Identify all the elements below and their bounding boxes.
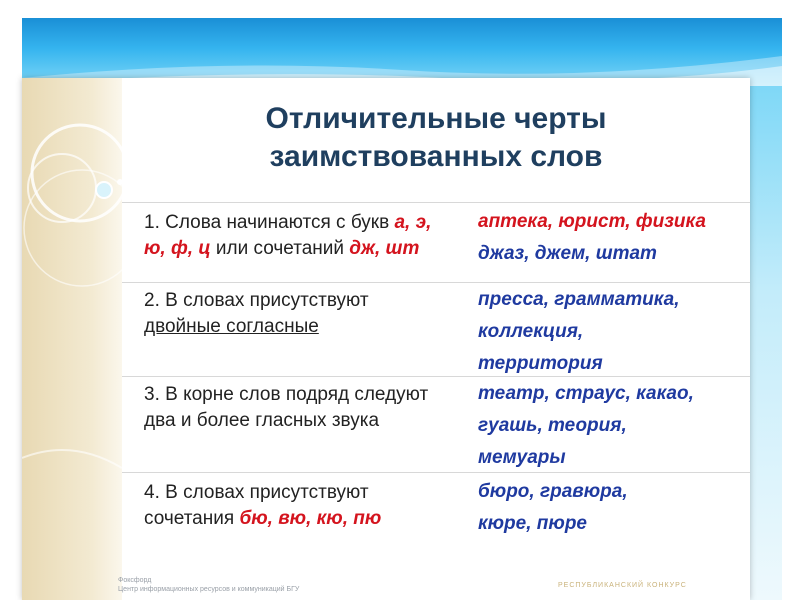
divider xyxy=(122,472,750,473)
example-line: территория xyxy=(478,353,603,374)
row-examples xyxy=(478,476,748,540)
condition-text: 4. В словах присутствуют xyxy=(144,482,369,503)
footer-left-text: Фоксфорд Центр информационных ресурсов и коммуникаций БГУ xyxy=(118,577,300,593)
divider xyxy=(122,376,750,377)
example-line: кюре, пюре xyxy=(478,513,587,534)
right-decoration-strip xyxy=(750,86,782,600)
slide-title xyxy=(122,100,750,176)
example-line: гуашь, теория, xyxy=(478,415,627,436)
row-condition xyxy=(144,382,484,434)
example-line: бюро, гравюра, xyxy=(478,481,628,502)
row-condition xyxy=(144,480,484,532)
condition-text: или сочетаний xyxy=(210,238,350,259)
condition-text-underlined: двойные согласные xyxy=(144,316,319,337)
row-condition xyxy=(144,288,484,340)
slide xyxy=(22,78,750,600)
example-line: мемуары xyxy=(478,447,566,468)
row-examples xyxy=(478,206,748,270)
divider xyxy=(122,282,750,283)
condition-text: 2. В словах присутствуют xyxy=(144,290,369,311)
wave-decoration xyxy=(22,18,782,86)
example-line: джаз, джем, штат xyxy=(478,243,657,264)
condition-text: 3. В корне слов подряд следуют xyxy=(144,384,429,405)
example-line: пресса, грамматика, xyxy=(478,289,680,310)
highlight-letters: а, э, xyxy=(394,212,432,233)
title-line-1: Отличительные черты xyxy=(265,102,607,135)
condition-text: 1. Слова начинаются с букв xyxy=(144,212,395,233)
example-line: аптека, юрист, физика xyxy=(478,211,706,232)
condition-text: сочетания xyxy=(144,508,240,529)
header-band xyxy=(22,18,782,86)
row-examples xyxy=(478,378,748,474)
title-line-2: заимствованных слов xyxy=(269,140,603,173)
divider xyxy=(122,202,750,203)
highlight-letters: бю, вю, кю, пю xyxy=(239,508,382,529)
highlight-letters: ю, ф, ц xyxy=(144,238,211,259)
row-condition xyxy=(144,210,484,262)
rings-decoration xyxy=(22,78,122,600)
example-line: коллекция, xyxy=(478,321,584,342)
footer-source-text xyxy=(118,576,299,594)
left-decoration-panel xyxy=(22,78,122,600)
condition-text: два и более гласных звука xyxy=(144,410,380,431)
footer-right-text: РЕСПУБЛИКАНСКИЙ КОНКУРС xyxy=(558,582,687,589)
highlight-letters: дж, шт xyxy=(349,238,420,259)
row-examples xyxy=(478,284,748,380)
example-line: театр, страус, какао, xyxy=(478,383,694,404)
